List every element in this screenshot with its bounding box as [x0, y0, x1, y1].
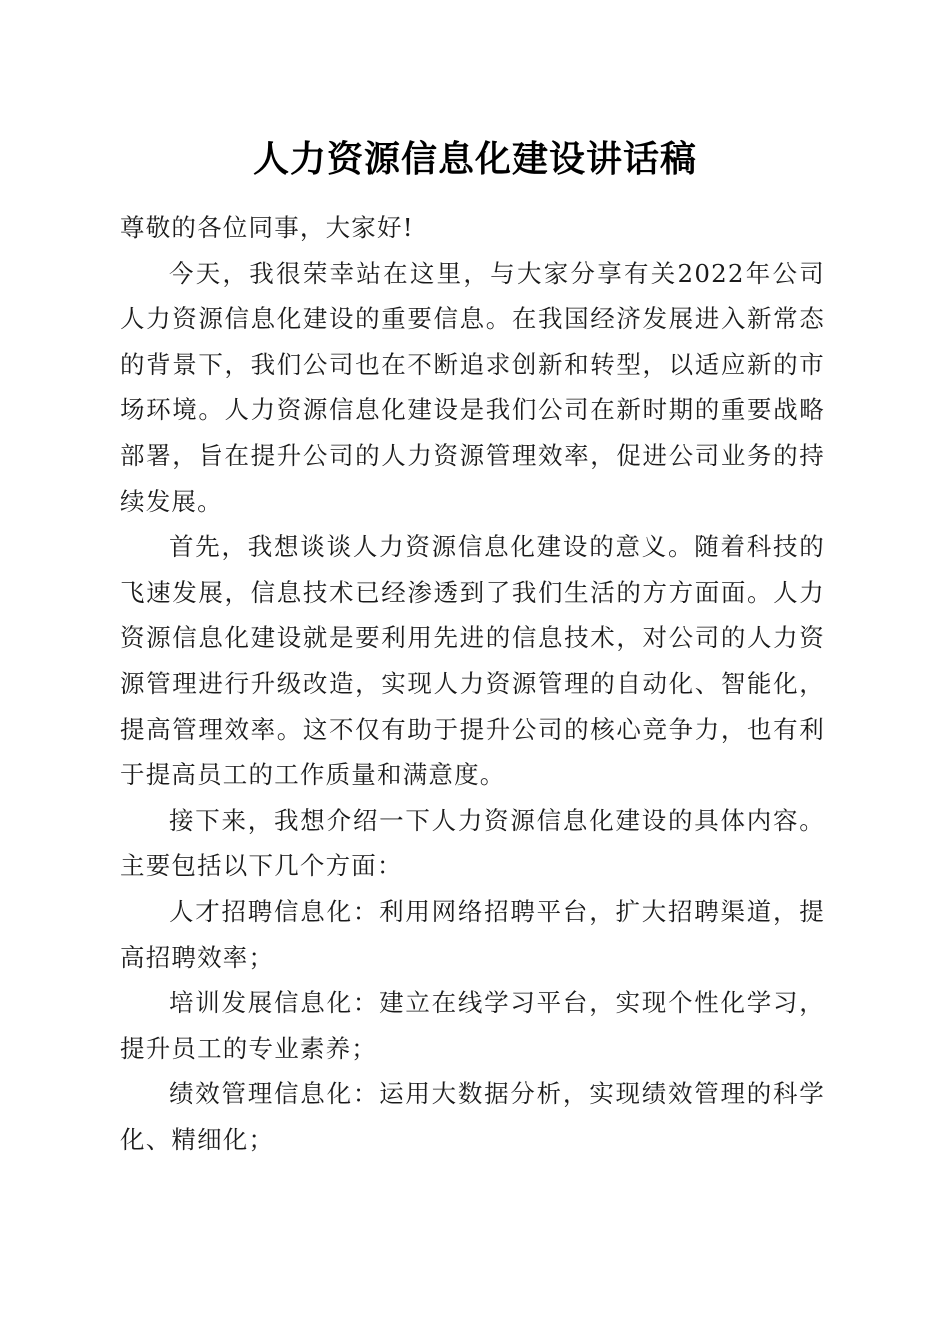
paragraph-content-intro: 接下来，我想介绍一下人力资源信息化建设的具体内容。主要包括以下几个方面： — [120, 805, 825, 881]
list-item-performance: 绩效管理信息化：运用大数据分析，实现绩效管理的科学化、精细化； — [120, 1079, 825, 1154]
list-item-training: 培训发展信息化：建立在线学习平台，实现个性化学习，提升员工的专业素养； — [120, 988, 825, 1063]
list-item-recruitment: 人才招聘信息化：利用网络招聘平台，扩大招聘渠道，提高招聘效率； — [120, 896, 825, 972]
paragraph-intro: 今天，我很荣幸站在这里，与大家分享有关2022年公司人力资源信息化建设的重要信息。在我国经济发展进入新常态的背景下，我们公司也在不断追求创新和转型，以适应新的市场环境。人力资源信息化建设是我们公司在新时期的重要战略部署，旨在提升公司的人力资源管理效率，促进公司业务的持续发展。 — [120, 258, 825, 516]
page-title: 人力资源信息化建设讲话稿 — [252, 138, 697, 180]
document-body — [120, 205, 825, 1162]
greeting-paragraph: 尊敬的各位同事，大家好! — [120, 213, 414, 242]
paragraph-significance: 首先，我想谈谈人力资源信息化建设的意义。随着科技的飞速发展，信息技术已经渗透到了我们生活的方方面面。人力资源信息化建设就是要利用先进的信息技术，对公司的人力资源管理进行升级改造，实现人力资源管理的自动化、智能化，提高管理效率。这不仅有助于提升公司的核心竞争力，也有利于提高员工的工作质量和满意度。 — [120, 532, 825, 790]
